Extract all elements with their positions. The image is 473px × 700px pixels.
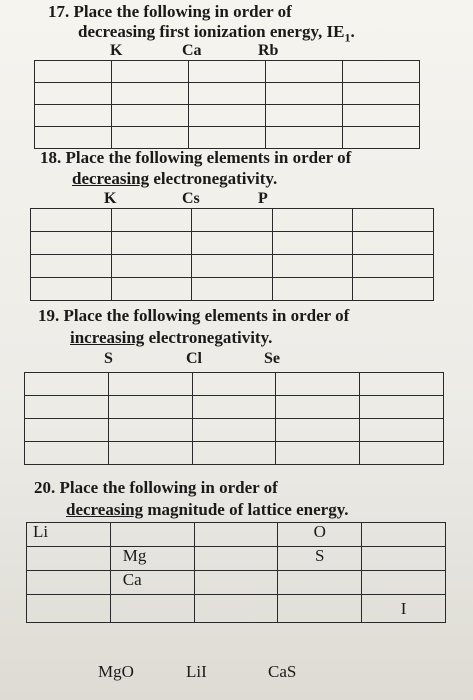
grid-cell[interactable] <box>192 255 273 278</box>
grid-cell[interactable] <box>27 595 111 623</box>
compound-mgo: MgO <box>98 662 134 681</box>
q17-prompt <box>48 2 292 22</box>
q18-number: 18. <box>40 148 62 167</box>
grid-cell[interactable] <box>276 442 360 465</box>
grid-cell[interactable] <box>108 419 192 442</box>
grid-cell[interactable] <box>276 373 360 396</box>
grid-cell[interactable] <box>362 547 446 571</box>
grid-cell[interactable] <box>266 105 343 127</box>
grid-cell[interactable] <box>276 396 360 419</box>
grid-cell[interactable] <box>353 255 434 278</box>
grid-cell[interactable] <box>194 547 278 571</box>
q19-number: 19. <box>38 306 60 325</box>
q17-suffix: . <box>350 22 355 41</box>
grid-cell[interactable] <box>353 209 434 232</box>
q18-emphasis: decreasing <box>72 169 150 188</box>
grid-cell[interactable] <box>189 61 266 83</box>
grid-cell[interactable] <box>35 83 112 105</box>
q19-line2: electronegativity. <box>144 328 273 347</box>
grid-label-li: Li <box>33 522 49 541</box>
q17-answer-grid <box>34 60 420 149</box>
grid-cell[interactable] <box>272 278 353 301</box>
grid-cell[interactable] <box>272 232 353 255</box>
grid-cell[interactable] <box>192 278 273 301</box>
grid-cell[interactable] <box>189 83 266 105</box>
grid-cell[interactable] <box>360 419 444 442</box>
q19-element-se: Se <box>264 350 280 367</box>
grid-cell[interactable] <box>272 209 353 232</box>
q19-line1: Place the following elements in order of <box>63 306 350 325</box>
grid-cell[interactable] <box>266 61 343 83</box>
grid-cell[interactable] <box>112 105 189 127</box>
q18-prompt-line2 <box>72 169 277 189</box>
grid-label-ca: Ca <box>122 570 142 589</box>
grid-cell[interactable] <box>112 83 189 105</box>
compound-lii: LiI <box>186 662 207 681</box>
grid-cell[interactable] <box>362 595 446 623</box>
grid-cell[interactable] <box>31 232 112 255</box>
grid-label-o: O <box>313 522 326 541</box>
grid-cell[interactable] <box>25 419 109 442</box>
q17-line1: Place the following in order of <box>73 2 292 21</box>
grid-cell[interactable] <box>353 278 434 301</box>
q19-element-cl: Cl <box>186 350 202 367</box>
q19-prompt-line2 <box>70 328 272 348</box>
grid-cell[interactable] <box>35 105 112 127</box>
grid-cell[interactable] <box>192 442 276 465</box>
q20-prompt-line2 <box>66 500 349 520</box>
grid-cell[interactable] <box>192 232 273 255</box>
grid-cell[interactable] <box>31 255 112 278</box>
grid-cell[interactable] <box>192 209 273 232</box>
q20-line2: magnitude of lattice energy. <box>143 500 349 519</box>
grid-cell[interactable] <box>27 547 111 571</box>
grid-cell[interactable] <box>189 127 266 149</box>
q19-element-s: S <box>104 350 113 367</box>
grid-cell[interactable] <box>189 105 266 127</box>
grid-cell[interactable] <box>360 396 444 419</box>
grid-cell[interactable] <box>111 232 192 255</box>
grid-label-s: S <box>315 546 325 565</box>
grid-cell[interactable] <box>194 595 278 623</box>
grid-cell[interactable] <box>278 571 362 595</box>
grid-cell[interactable] <box>110 547 194 571</box>
grid-cell[interactable] <box>111 209 192 232</box>
grid-cell[interactable] <box>35 127 112 149</box>
q17-subscript: 1 <box>344 30 351 45</box>
q20-line1: Place the following in order of <box>59 478 278 497</box>
grid-cell[interactable] <box>343 127 420 149</box>
grid-cell[interactable] <box>192 419 276 442</box>
grid-cell[interactable] <box>278 595 362 623</box>
grid-cell[interactable] <box>192 373 276 396</box>
grid-cell[interactable] <box>111 255 192 278</box>
grid-cell[interactable] <box>108 396 192 419</box>
q17-element-rb: Rb <box>258 42 279 59</box>
q20-prompt <box>34 478 278 498</box>
grid-cell[interactable] <box>360 442 444 465</box>
grid-cell[interactable] <box>35 61 112 83</box>
q20-number: 20. <box>34 478 56 497</box>
q17-number: 17. <box>48 2 70 21</box>
q18-element-p: P <box>258 190 268 207</box>
grid-cell[interactable] <box>194 571 278 595</box>
grid-cell[interactable] <box>25 442 109 465</box>
q17-element-ca: Ca <box>182 42 202 59</box>
grid-cell[interactable] <box>194 523 278 547</box>
grid-cell[interactable] <box>276 419 360 442</box>
grid-cell[interactable] <box>362 523 446 547</box>
grid-cell[interactable] <box>278 523 362 547</box>
grid-cell[interactable] <box>112 61 189 83</box>
grid-cell[interactable] <box>278 547 362 571</box>
grid-cell[interactable] <box>112 127 189 149</box>
q20-emphasis: decreasing <box>66 500 144 519</box>
grid-cell[interactable] <box>25 396 109 419</box>
grid-cell[interactable] <box>110 523 194 547</box>
grid-label-mg: Mg <box>122 546 147 565</box>
grid-cell[interactable] <box>27 571 111 595</box>
grid-cell[interactable] <box>111 278 192 301</box>
q19-answer-grid <box>24 372 444 465</box>
grid-cell[interactable] <box>108 442 192 465</box>
q17-line2: decreasing first ionization energy, IE <box>78 22 345 41</box>
grid-cell[interactable] <box>25 373 109 396</box>
q18-line2: electronegativity. <box>149 169 278 188</box>
grid-cell[interactable] <box>31 209 112 232</box>
compound-cas: CaS <box>268 662 297 681</box>
grid-cell[interactable] <box>360 373 444 396</box>
q18-line1: Place the following elements in order of <box>65 148 352 167</box>
grid-cell[interactable] <box>266 83 343 105</box>
grid-cell[interactable] <box>108 373 192 396</box>
grid-cell[interactable] <box>362 571 446 595</box>
grid-cell[interactable] <box>110 595 194 623</box>
q18-prompt <box>40 148 351 168</box>
q18-answer-grid <box>30 208 434 301</box>
grid-cell[interactable] <box>343 105 420 127</box>
grid-cell[interactable] <box>343 83 420 105</box>
q19-emphasis: increasing <box>70 328 145 347</box>
grid-cell[interactable] <box>266 127 343 149</box>
grid-cell[interactable] <box>353 232 434 255</box>
grid-cell[interactable] <box>343 61 420 83</box>
grid-cell[interactable] <box>192 396 276 419</box>
grid-cell[interactable] <box>27 523 111 547</box>
q18-element-cs: Cs <box>182 190 200 207</box>
q20-answer-grid <box>26 522 446 623</box>
grid-label-i: I <box>400 598 407 618</box>
grid-cell[interactable] <box>272 255 353 278</box>
q18-element-k: K <box>104 190 117 207</box>
q19-prompt <box>38 306 349 326</box>
grid-cell[interactable] <box>31 278 112 301</box>
q17-element-k: K <box>110 42 123 59</box>
grid-cell[interactable] <box>110 571 194 595</box>
